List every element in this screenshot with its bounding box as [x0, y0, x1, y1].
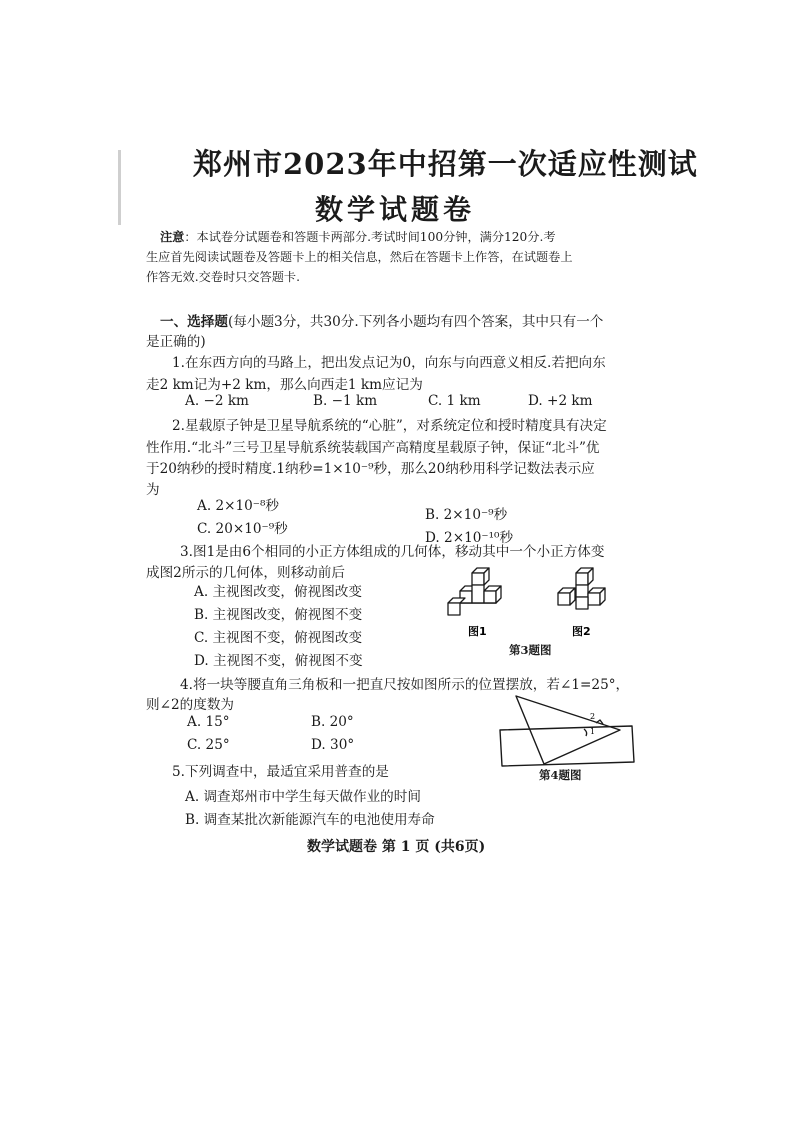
q1-line-2: 走2 km记为+2 km，那么向西走1 km应记为 — [146, 377, 423, 393]
q2-option-d: D. 2×10⁻¹⁰秒 — [425, 530, 514, 546]
q4-option-a: A. 15° — [187, 714, 230, 730]
q3-fig1-label: 图1 — [468, 625, 487, 638]
scan-shadow — [118, 150, 121, 225]
page-title: 郑州市2023年中招第一次适应性测试 — [193, 147, 698, 181]
section1-heading-line: 一、选择题(每小题3分，共30分.下列各小题均有四个答案，其中只有一个 — [160, 314, 604, 330]
q4-figure — [498, 690, 638, 770]
q3-option-c: C. 主视图不变，俯视图改变 — [194, 630, 363, 646]
q3-line-2: 成图2所示的几何体，则移动前后 — [146, 565, 345, 581]
notice-line-3: 作答无效.交卷时只交答题卡. — [146, 270, 300, 284]
notice-line-2: 生应首先阅读试题卷及答题卡上的相关信息，然后在答题卡上作答，在试题卷上 — [146, 250, 573, 264]
q3-figure-caption: 第3题图 — [509, 643, 552, 657]
q2-option-b: B. 2×10⁻⁹秒 — [425, 507, 508, 523]
q1-option-d: D. +2 km — [528, 393, 593, 409]
q2-option-a: A. 2×10⁻⁸秒 — [197, 498, 280, 514]
notice-label: 注意 — [160, 230, 185, 244]
q4-option-b: B. 20° — [311, 714, 354, 730]
q2-option-c: C. 20×10⁻⁹秒 — [197, 521, 288, 537]
q1-line-1: 1.在东西方向的马路上，把出发点记为0，向东与向西意义相反.若把向东 — [172, 355, 606, 371]
q2-line-2: 性作用.“北斗”三号卫星导航系统装载国产高精度星载原子钟，保证“北斗”优 — [146, 440, 600, 456]
page-footer: 数学试题卷 第 1 页 (共6页) — [307, 839, 486, 855]
q3-option-a: A. 主视图改变，俯视图改变 — [194, 584, 362, 600]
q4-line-1: 4.将一块等腰直角三角板和一把直尺按如图所示的位置摆放，若∠1=25°， — [180, 677, 630, 693]
q4-figure-caption: 第4题图 — [539, 768, 582, 782]
q3-figure-2 — [550, 565, 620, 638]
q2-line-3: 于20纳秒的授时精度.1纳秒=1×10⁻⁹秒，那么20纳秒用科学记数法表示应 — [146, 461, 595, 477]
q4-option-c: C. 25° — [187, 737, 230, 753]
angle-1-label: 1 — [590, 727, 596, 736]
q5-line: 5.下列调查中，最适宜采用普查的是 — [172, 764, 389, 780]
q3-figure-1 — [442, 565, 522, 638]
triangle-shape — [516, 696, 620, 764]
q4-line-2: 则∠2的度数为 — [146, 697, 235, 713]
q3-fig2-label: 图2 — [572, 625, 591, 638]
q3-option-b: B. 主视图改变，俯视图不变 — [194, 607, 363, 623]
section1-line-2: 是正确的) — [146, 334, 206, 350]
q5-option-a: A. 调查郑州市中学生每天做作业的时间 — [185, 789, 421, 805]
q2-line-1: 2.星载原子钟是卫星导航系统的“心脏”，对系统定位和授时精度具有决定 — [172, 418, 607, 434]
page-subtitle: 数学试题卷 — [315, 193, 476, 226]
q4-option-d: D. 30° — [311, 737, 355, 753]
section1-heading: 一、选择题 — [160, 314, 228, 330]
q3-line-1: 3.图1是由6个相同的小正方体组成的几何体，移动其中一个小正方体变 — [180, 544, 605, 560]
notice-line-1: 注意：本试卷分试题卷和答题卡两部分.考试时间100分钟，满分120分.考 — [160, 230, 556, 244]
q1-option-b: B. −1 km — [313, 393, 378, 409]
q1-option-a: A. −2 km — [185, 393, 249, 409]
q2-line-4: 为 — [146, 482, 160, 498]
angle-2-label: 2 — [590, 712, 596, 721]
q5-option-b: B. 调查某批次新能源汽车的电池使用寿命 — [185, 812, 435, 828]
q3-option-d: D. 主视图不变，俯视图不变 — [194, 653, 363, 669]
q1-option-c: C. 1 km — [428, 393, 481, 409]
